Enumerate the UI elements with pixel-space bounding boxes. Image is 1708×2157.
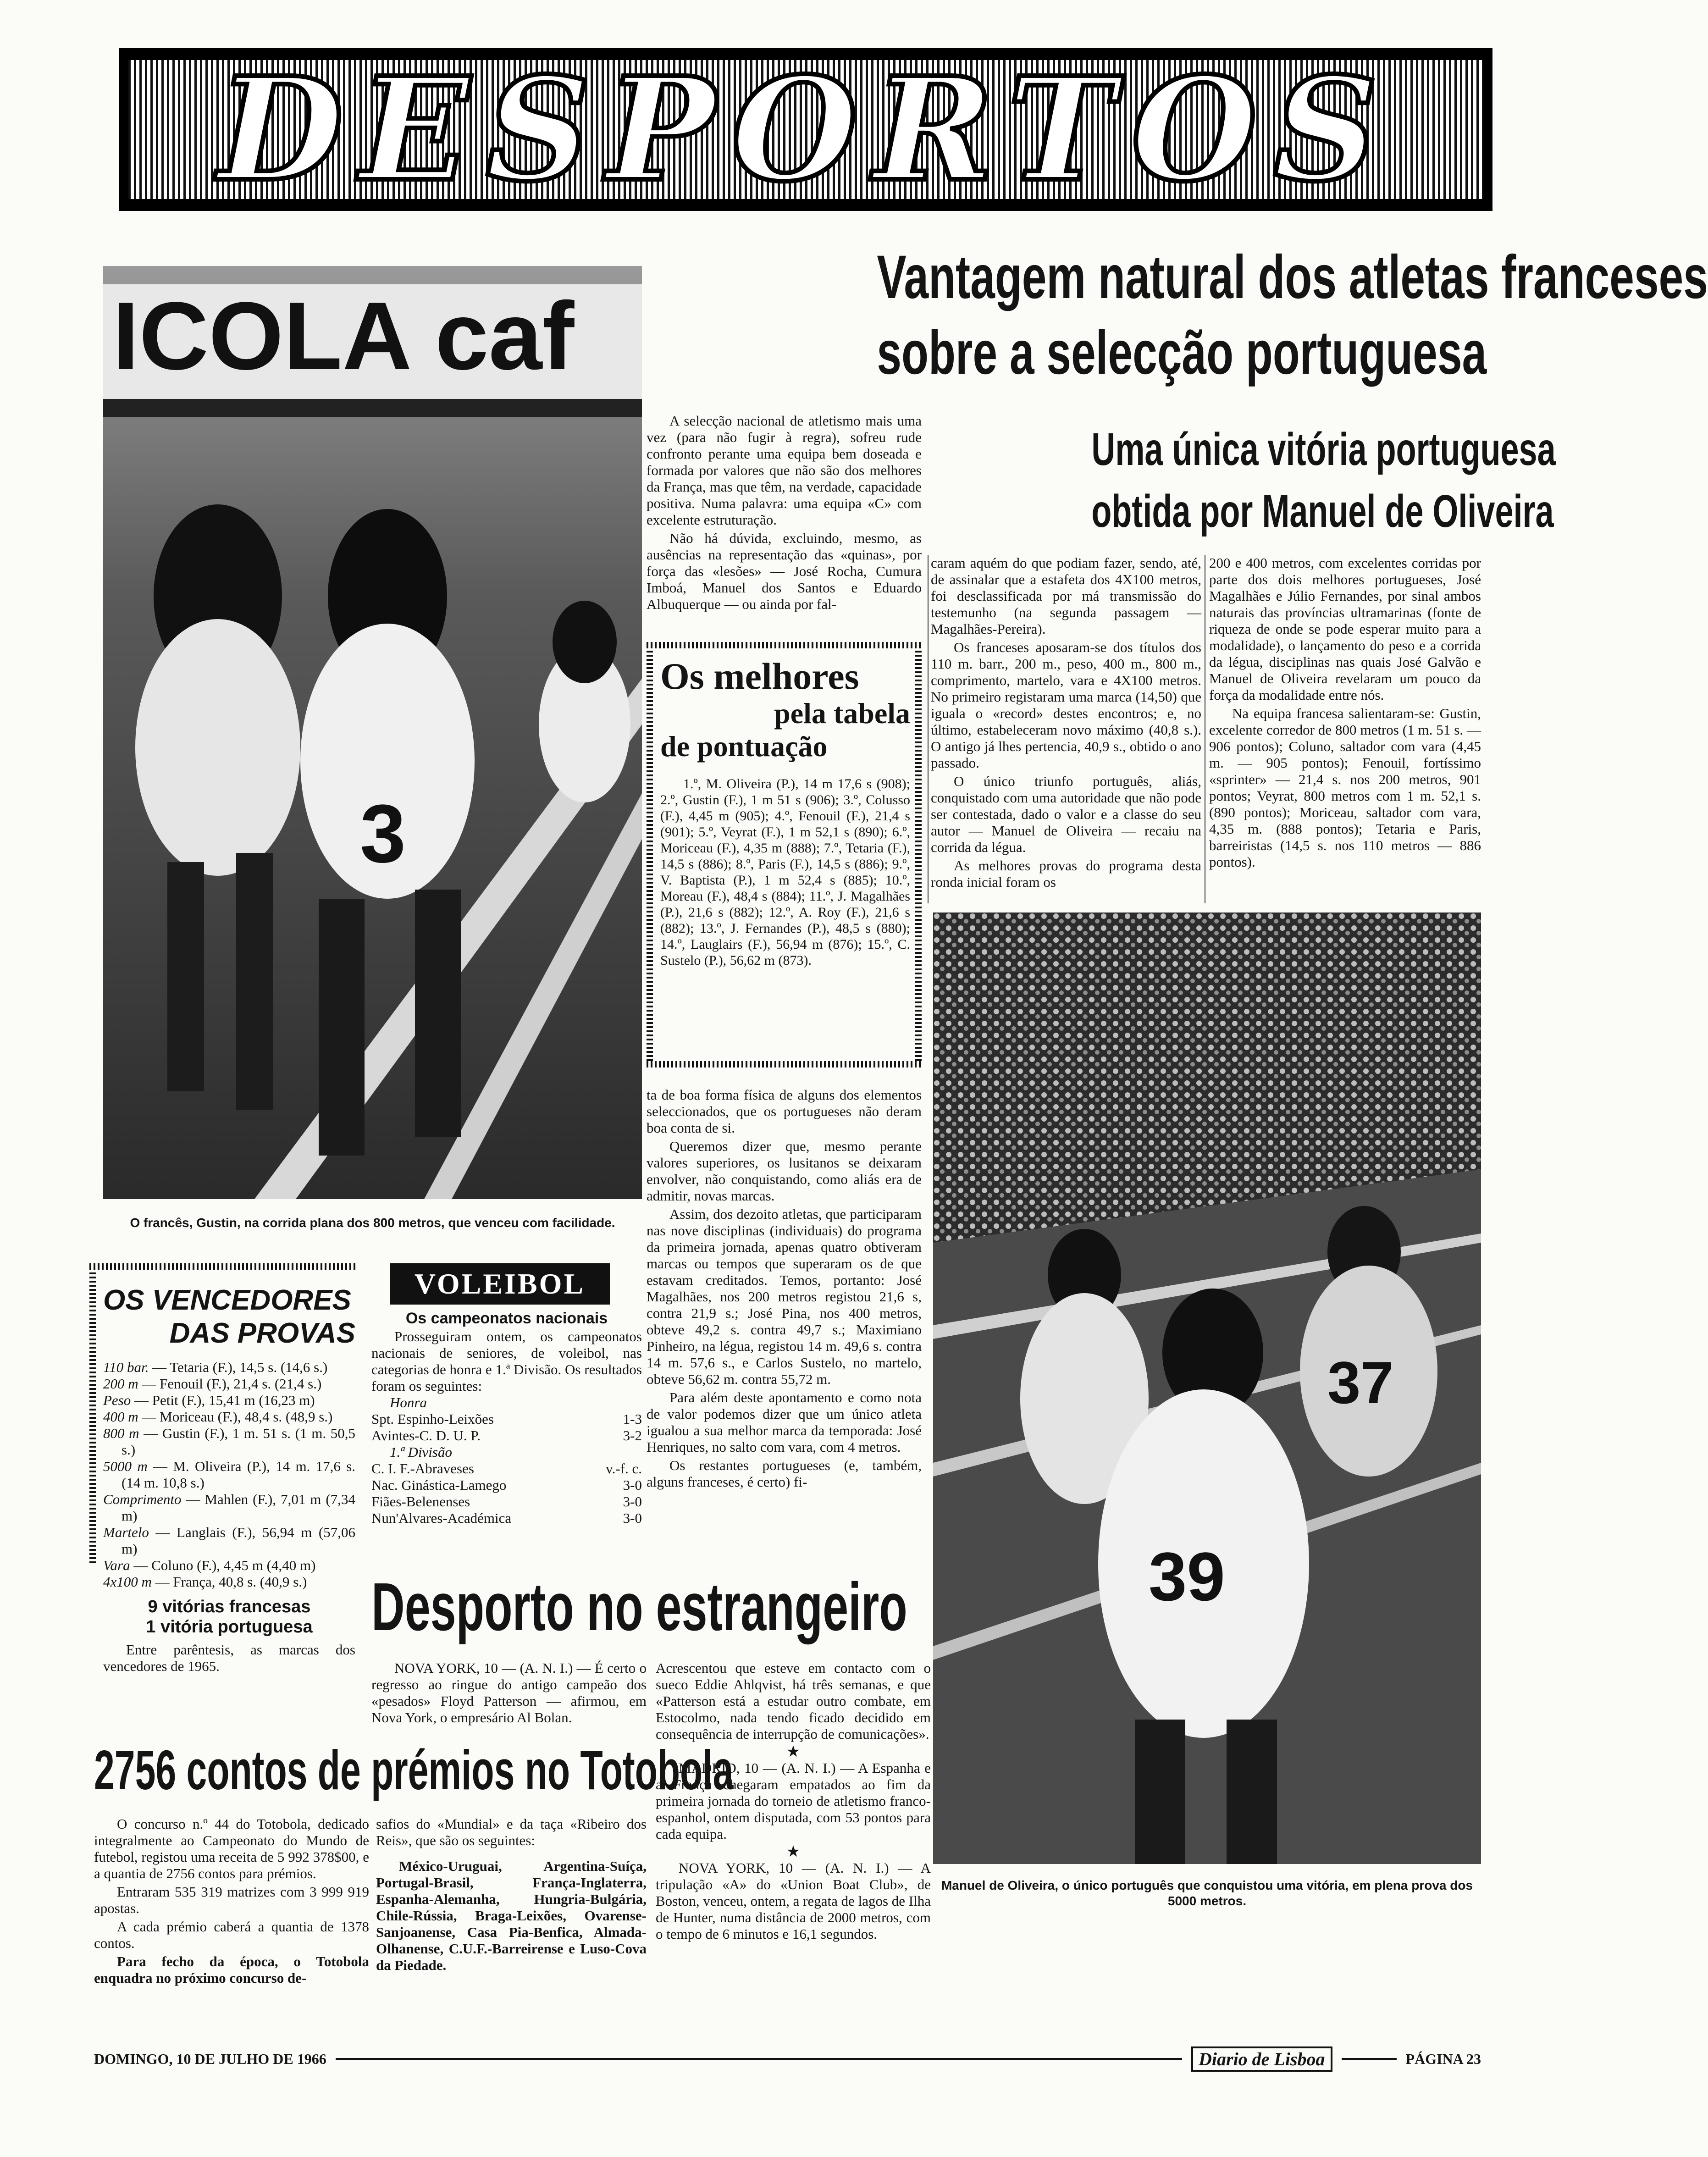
photo-oliveira <box>933 913 1481 1864</box>
voleibol-teams: Nun'Alvares-Académica <box>371 1510 512 1526</box>
totobola-paragraph: Para fecho da época, o Totobola enquadra no próximo concurso de- <box>94 1953 369 1986</box>
voleibol-teams: C. I. F.-Abraveses <box>371 1460 474 1477</box>
photo-bib-number: 37 <box>1327 1349 1394 1416</box>
star-separator: ★ <box>786 1843 801 1860</box>
vencedores-list <box>103 1359 355 1590</box>
estrangeiro-paragraph: MADRID, 10 — (A. N. I.) — A Espanha e a França chegaram empatados ao fim da primeira jornada do torneio de atletismo franco-espanhol, ontem disputada, com 53 pontos para cada equipa. <box>656 1760 931 1842</box>
footer-page-number: PÁGINA 23 <box>1405 2050 1481 2067</box>
vencedores-result: — Fenouil (F.), 21,4 s. (21,4 s.) <box>138 1376 322 1392</box>
melhores-box <box>660 656 910 968</box>
voleibol-result-row <box>371 1493 642 1510</box>
vencedores-event: 200 m <box>103 1376 138 1392</box>
estrangeiro-column1 <box>371 1660 647 1728</box>
photo-sign-text: ICOLA caf <box>112 282 575 390</box>
voleibol-score: 3-0 <box>623 1510 642 1526</box>
photo-oliveira-image <box>933 913 1481 1864</box>
vencedores-event: 5000 m <box>103 1458 148 1474</box>
vencedores-item <box>103 1359 355 1376</box>
vencedores-event: Martelo <box>103 1524 149 1540</box>
vencedores-result: — M. Oliveira (P.), 14 m. 17,6 s. (14 m. 10,8 s.) <box>122 1458 356 1491</box>
vencedores-item <box>103 1574 355 1590</box>
vencedores-item <box>103 1524 355 1557</box>
vencedores-box <box>103 1284 355 1675</box>
voleibol-category-divisao: 1.ª Divisão <box>390 1444 452 1460</box>
photo-gustin-image <box>103 266 642 1199</box>
voleibol-intro: Prosseguiram ontem, os campeonatos nacionais de seniores, de voleibol, nas categorias de honra e 1.ª Divisão. Os resultados foram os seguintes: <box>371 1328 642 1394</box>
section-title: DESPORTOS <box>217 46 1394 213</box>
vencedores-item <box>103 1409 355 1425</box>
lead-paragraph: Os restantes portugueses (e, também, alguns franceses, é certo) fi- <box>647 1457 922 1490</box>
lead-paragraph: Na equipa francesa salientaram-se: Gustin, excelente corredor de 800 metros (1 m. 51 s. — 906 pontos); Coluno, saltador com vara (4,45 m. — 905 pontos); Fenouil, fortíssimo «sprinter» — 21,4 s. nos 200 metros, 901 pontos; Veyrat, 800 metros com 1 m. 52,1 s. (890 pontos); Moriceau, saltador com vara, 4,35 m. (888 pontos); Tetaria e Paris, barreiristas (14,5 s. nos 110 metros — 886 pontos). <box>1209 705 1481 870</box>
vencedores-top-rule <box>89 1263 355 1270</box>
masthead-banner <box>128 46 1483 213</box>
lead-paragraph: caram aquém do que podiam fazer, sendo, até, de assinalar que a estafeta dos 4X100 metros, foi desclassificada por má transmissão do testemunho (na segunda passagem — Magalhães-Pereira). <box>931 555 1201 637</box>
column-divider <box>928 555 929 903</box>
vencedores-result: — Mahlen (F.), 7,01 m (7,34 m) <box>122 1491 355 1524</box>
melhores-title2: pela tabela <box>774 697 910 730</box>
lead-column1-top <box>647 413 922 614</box>
vencedores-result: — Langlais (F.), 56,94 m (57,06 m) <box>122 1524 355 1557</box>
melhores-bottom-rule <box>647 1061 922 1067</box>
melhores-top-rule <box>647 642 922 648</box>
vencedores-event: Peso <box>103 1392 131 1408</box>
voleibol-result-row <box>371 1477 642 1493</box>
voleibol-teams: Nac. Ginástica-Lamego <box>371 1477 507 1493</box>
vencedores-note: Entre parêntesis, as marcas dos vencedores de 1965. <box>103 1642 355 1674</box>
lead-paragraph: Não há dúvida, excluindo, mesmo, as ausências na representação das «quinas», por força das «lesões» — José Rocha, Cumura Imboá, Manuel dos Santos e Eduardo Albuquerque — ou ainda por fal- <box>647 530 922 612</box>
vencedores-title1: OS VENCEDORES <box>103 1284 351 1316</box>
voleibol-teams: Fiães-Belenenses <box>371 1493 470 1510</box>
totobola-column1 <box>94 1816 369 1988</box>
vencedores-item <box>103 1458 355 1491</box>
estrangeiro-paragraph: NOVA YORK, 10 — (A. N. I.) — É certo o regresso ao ringue do antigo campeão dos «pesados» Floyd Patterson — afirmou, em Nova York, o empresário Al Bolan. <box>371 1660 647 1726</box>
voleibol-result-row <box>371 1510 642 1526</box>
voleibol-score: 1-3 <box>623 1411 642 1427</box>
lead-paragraph: Assim, dos dezoito atletas, que participaram nas nove disciplinas (individuais) do programa da primeira jornada, apenas quatro obtiveram marcas ou tempos que superaram os de que estavam creditados. Temos, portanto: José Magalhães, nos 200 metros registou 21,6 s, contra 21,9 s.; José Pina, nos 400 metros, obteve 49,2 s. contra 49,7 s.; Maximiano Pinheiro, na légua, registou 14 m. 49,6 s. contra 14 m. 57,6 s., e Carlos Sustelo, no martelo, obteve 56,62 m. contra 55,72 m. <box>647 1206 922 1387</box>
melhores-right-rule <box>915 648 922 1061</box>
vencedores-result: — Petit (F.), 15,41 m (16,23 m) <box>131 1392 315 1408</box>
voleibol-teams: Spt. Espinho-Leixões <box>371 1411 494 1427</box>
lead-paragraph: Os franceses aposaram-se dos títulos dos 110 m. barr., 200 m., peso, 400 m., 800 m., comprimento, martelo, vara e 4X100 metros. No primeiro registaram uma marca (14,50) que iguala o «record» destes encontros; e, no último, estabeleceram novo máximo (40,8 s.). O antigo já lhes pertencia, 40,9 s., obtido o ano passado. <box>931 639 1201 771</box>
lead-headline-line2: sobre a selecção portuguesa <box>877 319 1487 387</box>
lead-paragraph: As melhores provas do programa desta ronda inicial foram os <box>931 857 1201 890</box>
lead-paragraph: 200 e 400 metros, com excelentes corridas por parte dos dois melhores portugueses, José Magalhães e Júlio Fernandes, por sinal ambos naturais das províncias ultramarinas (fonte de riqueza de onde se pode esperar muito para a modalidade), o lançamento do peso e a corrida da légua, disciplinas nas quais José Galvão e Manuel de Oliveira revelaram um pouco da força da modalidade entre nós. <box>1209 555 1481 703</box>
voleibol-score: 3-0 <box>623 1493 642 1510</box>
melhores-title1: Os melhores <box>660 655 859 697</box>
vencedores-item <box>103 1491 355 1524</box>
voleibol-score: 3-0 <box>623 1477 642 1493</box>
vencedores-event: 110 bar. <box>103 1359 149 1375</box>
lead-paragraph: Queremos dizer que, mesmo perante valores superiores, os lusitanos se deixaram envolver, não conquistando, como aliás era de admitir, novas marcas. <box>647 1138 922 1204</box>
voleibol-result-row <box>371 1460 642 1477</box>
totobola-title: 2756 contos de prémios no Totobola <box>94 1739 734 1801</box>
footer-date: DOMINGO, 10 DE JULHO DE 1966 <box>94 2050 326 2067</box>
lead-paragraph: A selecção nacional de atletismo mais uma vez (para não fugir à regra), sofreu rude confronto perante uma equipa bem doseada e formada por valores que não são dos melhores da França, mas que têm, na verdade, capacidade positiva. Numa palavra: uma equipa «C» com excelente estruturação. <box>647 413 922 528</box>
photo-gustin-caption: O francês, Gustin, na corrida plana dos 800 metros, que venceu com facilidade. <box>130 1216 615 1230</box>
vencedores-item <box>103 1557 355 1574</box>
melhores-left-rule <box>647 648 653 1061</box>
estrangeiro-title: Desporto no estrangeiro <box>371 1569 907 1645</box>
totobola-paragraph: A cada prémio caberá a quantia de 1378 contos. <box>94 1919 369 1951</box>
photo-gustin <box>103 266 642 1199</box>
vencedores-event: 4x100 m <box>103 1574 152 1590</box>
photo-bib-number: 39 <box>1149 1538 1225 1615</box>
voleibol-category-honra: Honra <box>390 1394 427 1410</box>
vencedores-title2: DAS PROVAS <box>169 1317 355 1349</box>
voleibol-score: 3-2 <box>623 1427 642 1444</box>
lead-column1-continued <box>647 1087 922 1492</box>
vencedores-result: — Moriceau (F.), 48,4 s. (48,9 s.) <box>138 1409 333 1425</box>
vencedores-item <box>103 1425 355 1458</box>
voleibol-header-text: VOLEIBOL <box>414 1267 586 1300</box>
vencedores-summary1: 9 vitórias francesas <box>148 1597 311 1616</box>
estrangeiro-paragraph: Acrescentou que esteve em contacto com o sueco Eddie Ahlqvist, há três semanas, e que «Patterson está a estudar outro combate, em Estocolmo, nada tendo ficado decidido em consequência de interrupção de comunicações». <box>656 1660 931 1742</box>
voleibol-teams: Avintes-C. D. U. P. <box>371 1427 481 1444</box>
voleibol-section <box>371 1263 642 1526</box>
totobola-paragraph: Entraram 535 319 matrizes com 3 999 919 apostas. <box>94 1884 369 1916</box>
vencedores-result: — Gustin (F.), 1 m. 51 s. (1 m. 50,5 s.) <box>122 1425 355 1458</box>
lead-paragraph: Para além deste apontamento e como nota de valor podemos dizer que um único atleta igualou a sua melhor marca da temporada: José Henriques, no salto com vara, com 4 metros. <box>647 1389 922 1455</box>
footer-rule <box>1342 2058 1397 2060</box>
voleibol-header <box>390 1263 610 1305</box>
lead-paragraph: ta de boa forma física de alguns dos elementos seleccionados, que os portugueses não deram boa conta de si. <box>647 1087 922 1136</box>
lead-column2 <box>931 555 1201 892</box>
voleibol-score: v.-f. c. <box>606 1460 642 1477</box>
totobola-column2 <box>376 1816 647 1975</box>
footer <box>94 2045 1481 2073</box>
vencedores-event: 400 m <box>103 1409 138 1425</box>
melhores-title3: de pontuação <box>660 730 828 763</box>
voleibol-divisao-results <box>371 1460 642 1526</box>
lead-subtitle-line2: obtida por Manuel de Oliveira <box>1091 486 1554 537</box>
photo-bib-number: 3 <box>360 788 406 880</box>
star-separator: ★ <box>786 1743 801 1760</box>
vencedores-event: Comprimento <box>103 1491 182 1507</box>
estrangeiro-column2 <box>656 1660 931 1944</box>
vencedores-item <box>103 1376 355 1392</box>
melhores-ranking: 1.º, M. Oliveira (P.), 14 m 17,6 s (908); 2.º, Gustin (F.), 1 m 51 s (906); 3.º, Colusso (F.), 4,45 m (905); 4.º, Fenouil (F.), 21,4 s (901); 5.º, Veyrat (F.), 1 m 52,1 s (890); 6.º, Moriceau (F.), 4,35 m (888); 7.º, Tetaria (F.), 14,5 s (886); 8.º, Paris (F.), 14,5 s (886); 9.º, V. Baptista (P.), 1 m 52,4 s (885); 10.º, Moreau (F.), 48,4 s (884); 11.º, J. Magalhães (P.), 21,6 s (882); 12.º, A. Roy (F.), 21,6 s (882); 13.º, J. Fernandes (P.), 48,5 s (880); 14.º, Lauglairs (F.), 56,94 m (876); 15.º, C. Sustelo (P.), 56,62 m (873). <box>660 776 910 968</box>
vencedores-item <box>103 1392 355 1409</box>
voleibol-result-row <box>371 1427 642 1444</box>
vencedores-summary2: 1 vitória portuguesa <box>146 1617 313 1637</box>
estrangeiro-paragraph: NOVA YORK, 10 — (A. N. I.) — A tripulação «A» do «Union Boat Club», de Boston, venceu, ontem, a regata de lagos de Ilha de Hunter, numa distância de 2000 metros, com o tempo de 6 minutos e 16,1 segundos. <box>656 1860 931 1942</box>
voleibol-honra-results <box>371 1411 642 1444</box>
lead-column3 <box>1209 555 1481 872</box>
lead-subtitle-line1: Uma única vitória portuguesa <box>1091 424 1556 475</box>
lead-paragraph: O único triunfo português, aliás, conquistado com uma autoridade que não pode ser contestada, dado o valor e a classe do seu autor — Manuel de Oliveira — recaiu na corrida da légua. <box>931 773 1201 855</box>
lead-headline-line1: Vantagem natural dos atletas franceses <box>877 243 1708 311</box>
photo-oliveira-caption: Manuel de Oliveira, o único português que conquistou uma vitória, em plena prova dos 5000 metros. <box>941 1878 1473 1908</box>
voleibol-result-row <box>371 1411 642 1427</box>
footer-paper-logo: Diario de Lisboa <box>1191 2046 1332 2072</box>
vencedores-event: Vara <box>103 1557 130 1573</box>
footer-rule <box>336 2058 1182 2060</box>
masthead <box>119 48 1492 211</box>
totobola-paragraph: O concurso n.º 44 do Totobola, dedicado integralmente ao Campeonato do Mundo de futebol, registou uma receita de 5 992 378$00, e a quantia de 2756 contos para prémios. <box>94 1816 369 1881</box>
totobola-paragraph: México-Uruguai, Argentina-Suíça, Portugal-Brasil, França-Inglaterra, Espanha-Alemanha, Hungria-Bulgária, Chile-Rússia, Braga-Leixões, Ovarense-Sanjoanense, Casa Pia-Benfica, Almada-Olhanense, C.U.F.-Barreirense e Luso-Cova da Piedade. <box>376 1858 647 1973</box>
vencedores-result: — Coluno (F.), 4,45 m (4,40 m) <box>130 1557 316 1573</box>
voleibol-subtitle: Os campeonatos nacionais <box>405 1310 608 1327</box>
vencedores-result: — Tetaria (F.), 14,5 s. (14,6 s.) <box>149 1359 328 1375</box>
vencedores-left-rule <box>89 1270 96 1563</box>
vencedores-event: 800 m <box>103 1425 139 1441</box>
vencedores-result: — França, 40,8 s. (40,9 s.) <box>151 1574 307 1590</box>
totobola-paragraph: safios do «Mundial» e da taça «Ribeiro dos Reis», que são os seguintes: <box>376 1816 647 1848</box>
